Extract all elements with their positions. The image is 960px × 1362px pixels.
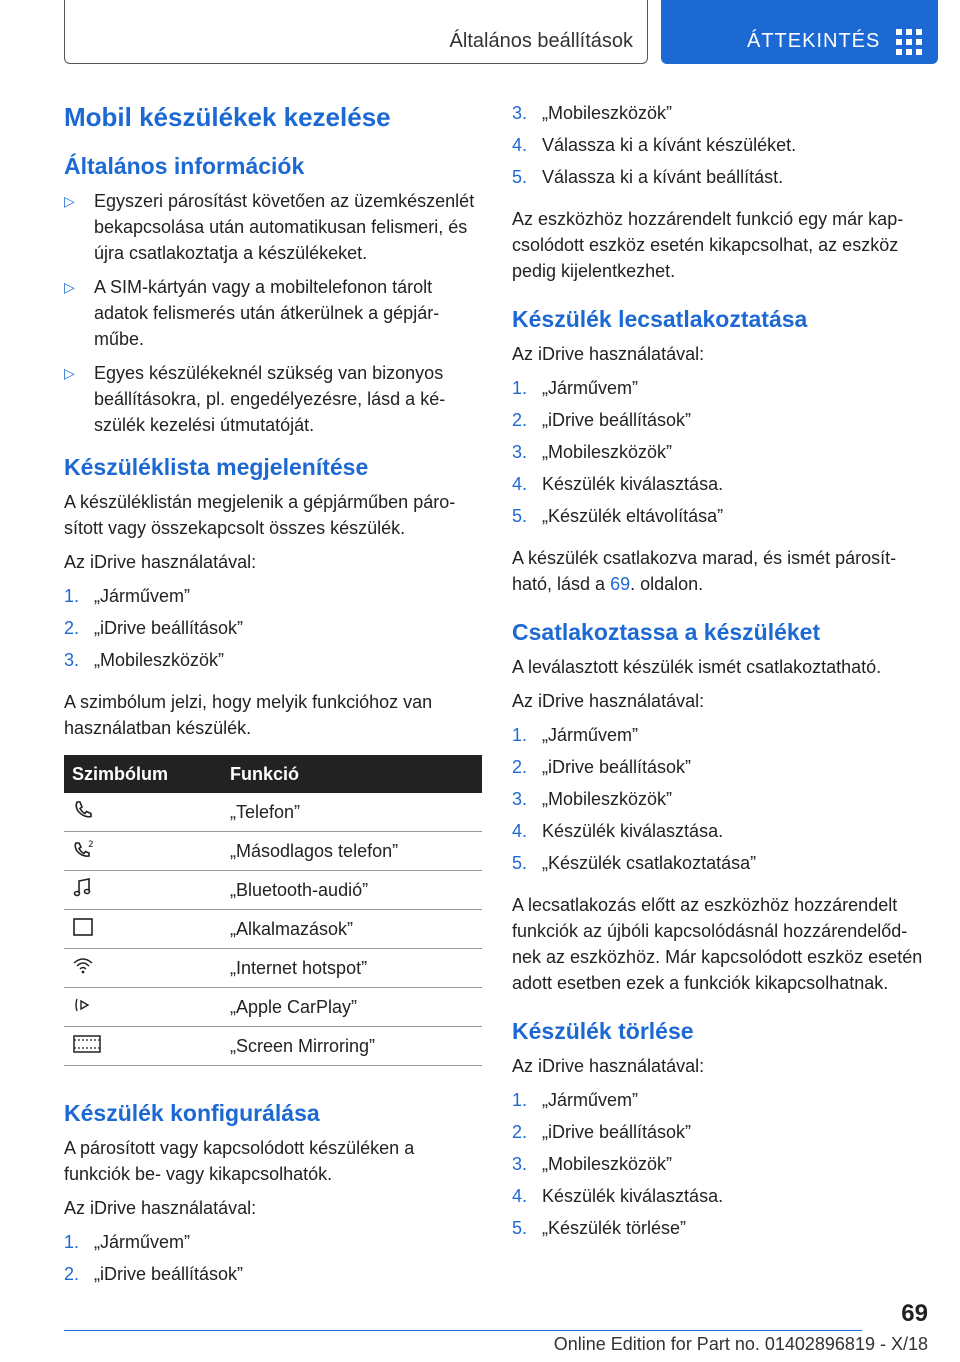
connect-steps <box>512 722 928 876</box>
device-list-steps <box>64 583 482 673</box>
step-item: 5. Válassza ki a kívánt beállítást. <box>512 167 784 187</box>
header-section-title: Általános beállítások <box>449 30 633 52</box>
general-info-list <box>64 188 482 438</box>
step-item: 2. „iDrive beállítások” <box>64 618 244 638</box>
configure-idrive-intro: Az iDrive használatával: <box>64 1198 257 1218</box>
secondary-phone-icon <box>72 838 96 860</box>
table-cell-function: „Screen Mirroring” <box>222 1027 482 1066</box>
svg-text:2: 2 <box>88 839 94 850</box>
screen-mirroring-icon <box>72 1033 102 1055</box>
page-link[interactable]: 69 <box>610 574 631 594</box>
configure-heading: Készülék konfigurálása <box>64 1100 320 1126</box>
table-header-function: Funkció <box>222 755 482 793</box>
symbol-table <box>64 755 482 1066</box>
step-item: 1. „Járművem” <box>512 725 639 745</box>
wifi-hotspot-icon <box>72 955 94 977</box>
device-list-heading: Készüléklista megjelenítése <box>64 454 369 480</box>
general-info-heading: Általános információk <box>64 153 305 179</box>
step-item: 3. „Mobileszközök” <box>512 789 673 809</box>
delete-heading: Készülék törlése <box>512 1018 694 1044</box>
table-cell-function: „Apple CarPlay” <box>222 988 482 1027</box>
triangle-bullet-icon: ▷ <box>64 279 75 295</box>
header-chapter-title: ÁTTEKINTÉS <box>747 30 881 52</box>
step-item: 3. „Mobileszközök” <box>512 1154 673 1174</box>
symbol-note: A szimbólum jelzi, hogy melyik funkcióhoz van használatban készülék. <box>64 692 433 738</box>
connect-note: A lecsatlakozás előtt az eszközhöz hozzárendelt funkciók az újbóli kapcsolódásnál hozzárendelődnek az eszközhöz. Már kapcsolódott eszköz esetén adott esetben ezek a funkciók kikapcsolhatnak. <box>512 895 923 993</box>
table-row <box>64 793 482 832</box>
left-column <box>64 92 482 1303</box>
delete-idrive-intro: Az iDrive használatával: <box>512 1056 705 1076</box>
step-item: 1. „Járművem” <box>64 1232 191 1252</box>
configure-intro: A párosított vagy kapcsolódott készüléken a funkciók be- vagy kikapcsolhatók. <box>64 1138 415 1184</box>
idrive-intro: Az iDrive használatával: <box>64 552 257 572</box>
step-item: 2. „iDrive beállítások” <box>512 757 692 777</box>
disconnect-idrive-intro: Az iDrive használatával: <box>512 344 705 364</box>
step-item: 4. Készülék kiválasztása. <box>512 1186 724 1206</box>
carplay-icon <box>72 994 94 1016</box>
triangle-bullet-icon: ▷ <box>64 365 75 381</box>
step-item: 5. „Készülék csatlakoztatása” <box>512 853 757 873</box>
step-item: 5. „Készülék eltávolítása” <box>512 506 724 526</box>
right-column <box>512 100 928 1257</box>
step-item: 4. Készülék kiválasztása. <box>512 821 724 841</box>
table-cell-function: „Telefon” <box>222 793 482 832</box>
list-item: ▷ Egyes készülékeknél szükség van bizonyos beállításokra, pl. engedélyezésre, lásd a készülék kezelési útmutatóját. <box>64 360 482 438</box>
step-item: 1. „Járművem” <box>512 1090 639 1110</box>
table-row <box>64 910 482 949</box>
step-item: 3. „Mobileszközök” <box>512 442 673 462</box>
table-cell-function: „Bluetooth-audió” <box>222 871 482 910</box>
table-row <box>64 871 482 910</box>
connect-heading: Csatlakoztassa a készüléket <box>512 619 821 645</box>
table-row <box>64 832 482 871</box>
configure-steps-continued <box>512 100 928 190</box>
triangle-bullet-icon: ▷ <box>64 193 75 209</box>
apps-square-icon <box>72 916 94 938</box>
connect-intro: A leválasztott készülék ismét csatlakoztatható. <box>512 657 882 677</box>
header-chapter-tab[interactable] <box>661 0 938 64</box>
device-list-intro: A készüléklistán megjelenik a gépjárműben párosított vagy összekapcsolt összes készülék. <box>64 492 456 538</box>
step-item: 2. „iDrive beállítások” <box>512 410 692 430</box>
disconnect-heading: Készülék lecsatlakoztatása <box>512 306 808 332</box>
grid-menu-icon[interactable] <box>896 29 922 55</box>
configure-steps <box>64 1229 482 1287</box>
phone-icon <box>72 799 94 821</box>
footer-divider <box>64 1330 862 1331</box>
header-section-tab <box>64 0 648 64</box>
table-cell-function: „Alkalmazások” <box>222 910 482 949</box>
table-row <box>64 949 482 988</box>
step-item: 4. Válassza ki a kívánt készüléket. <box>512 135 797 155</box>
table-cell-function: „Internet hotspot” <box>222 949 482 988</box>
table-header-symbol: Szimbólum <box>64 755 222 793</box>
list-item: ▷ A SIM-kártyán vagy a mobiltelefonon tárolt adatok felismerés után átkerülnek a gépjárműbe. <box>64 274 482 352</box>
table-cell-function: „Másodlagos telefon” <box>222 832 482 871</box>
step-item: 3. „Mobileszközök” <box>512 103 673 123</box>
configure-note: Az eszközhöz hozzárendelt funkció egy már kapcsolódott eszköz esetén kikapcsolhat, az eszköz pedig kijelentkezhet. <box>512 209 904 281</box>
disconnect-steps <box>512 375 928 529</box>
step-item: 3. „Mobileszközök” <box>64 650 225 670</box>
footer-edition: Online Edition for Part no. 01402896819 - X/18 <box>553 1334 928 1354</box>
page-number: 69 <box>901 1300 928 1327</box>
list-item: ▷ Egyszeri párosítást követően az üzemkészenlét bekapcsolása után automatikusan felismeri, és újra csatlakoztatja a készülékeket. <box>64 188 482 266</box>
table-row <box>64 1027 482 1066</box>
step-item: 2. „iDrive beállítások” <box>64 1264 244 1284</box>
step-item: 1. „Járművem” <box>64 586 191 606</box>
delete-steps <box>512 1087 928 1241</box>
step-item: 1. „Járművem” <box>512 378 639 398</box>
table-row <box>64 988 482 1027</box>
connect-idrive-intro: Az iDrive használatával: <box>512 691 705 711</box>
step-item: 2. „iDrive beállítások” <box>512 1122 692 1142</box>
disconnect-note: A készülék csatlakozva marad, és ismét párosítható, lásd a 69. oldalon. <box>512 548 897 594</box>
step-item: 4. Készülék kiválasztása. <box>512 474 724 494</box>
music-note-icon <box>72 877 94 899</box>
step-item: 5. „Készülék törlése” <box>512 1218 687 1238</box>
page-title: Mobil készülékek kezelése <box>64 102 391 132</box>
